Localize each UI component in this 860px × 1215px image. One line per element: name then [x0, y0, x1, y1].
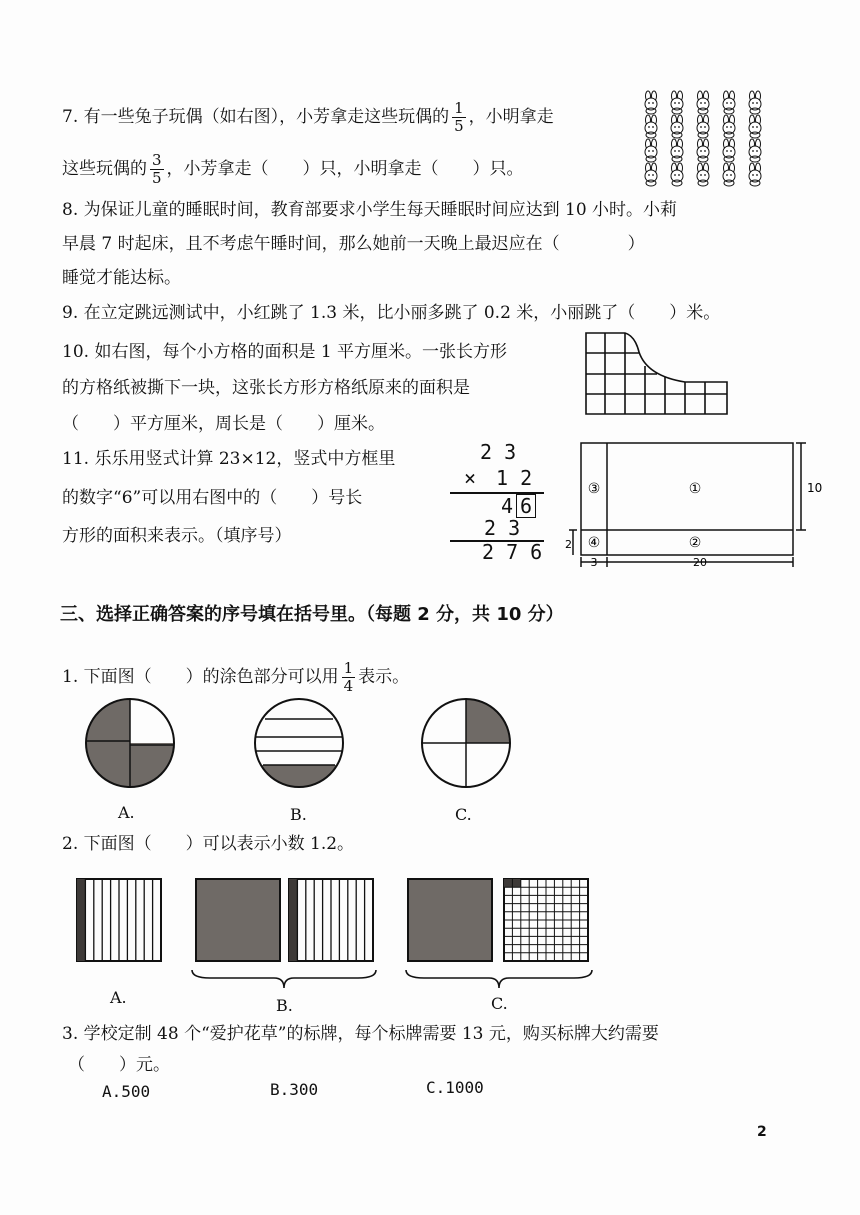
calc-row-5: 2 7 6	[482, 540, 543, 564]
option-c-brace	[404, 968, 594, 990]
c3-option-b: B.300	[270, 1080, 319, 1099]
q7-text-2b: ，小芳拿走（ ）只，小明拿走（ ）只。	[166, 159, 524, 179]
section-3-title: 三、选择正确答案的序号填在括号里。（每题 2 分，共 10 分）	[60, 604, 564, 625]
dim-width-3: 3	[590, 556, 598, 569]
rect-label-4: ④	[587, 535, 601, 551]
bunny-icon	[697, 163, 709, 186]
bunny-icon	[697, 91, 709, 114]
decimal-option-c-square	[407, 878, 493, 962]
decimal-option-b-square	[195, 878, 281, 962]
c1-text-b: 表示。	[358, 667, 410, 687]
bunny-icon	[723, 139, 735, 162]
q7-text-1a: 7. 有一些兔子玩偶（如右图），小芳拿走这些玩偶的	[62, 107, 450, 127]
bunny-icon	[645, 139, 657, 162]
c3-option-a: A.500	[102, 1082, 151, 1101]
c2-option-c-label: C.	[491, 994, 508, 1013]
q7-line2	[62, 152, 524, 187]
q11-line2: 的数字“6”可以用右图中的（ ）号长	[62, 488, 363, 508]
bunny-icon	[645, 115, 657, 138]
bunny-toys-image	[636, 88, 771, 188]
calc-row-2: 1 2	[496, 466, 533, 490]
bunny-icon	[749, 163, 761, 186]
calc-row-3a: 4	[501, 494, 514, 518]
calc-boxed-digit: 6	[516, 494, 536, 518]
rect-label-2: ②	[688, 535, 702, 551]
q7-text-1b: ，小明拿走	[468, 107, 554, 127]
bunny-icon	[749, 115, 761, 138]
q8-line2: 早晨 7 时起床，且不考虑午睡时间，那么她前一天晚上最迟应在（ ）	[62, 234, 645, 254]
bunny-icon	[723, 91, 735, 114]
bunny-icon	[697, 115, 709, 138]
c1-text-a: 1. 下面图（ ）的涂色部分可以用	[62, 667, 339, 687]
q7-text-2a: 这些玩偶的	[62, 159, 147, 179]
q8-line1: 8. 为保证儿童的睡眠时间，教育部要求小学生每天睡眠时间应达到 10 小时。小莉	[62, 200, 678, 220]
bunny-icon	[645, 163, 657, 186]
bunny-icon	[749, 139, 761, 162]
bunny-icon	[749, 91, 761, 114]
c1-question	[62, 660, 409, 695]
q10-line3: （ ）平方厘米，周长是（ ）厘米。	[62, 414, 385, 434]
q7-fraction-2: $\frac{3}{5}$	[152, 151, 162, 187]
c1-fraction: $\frac{1}{4}$	[343, 659, 354, 695]
rect-label-1: ①	[688, 481, 702, 497]
c1-option-c-label: C.	[455, 805, 472, 824]
rect-label-3: ③	[587, 481, 601, 497]
q11-line3: 方形的面积来表示。（填序号）	[62, 526, 292, 546]
bunny-icon	[697, 139, 709, 162]
q7-fraction-1: $\frac{1}{5}$	[454, 99, 464, 135]
q10-line1: 10. 如右图，每个小方格的面积是 1 平方厘米。一张长方形	[62, 342, 508, 362]
dim-width-20: 20	[693, 556, 707, 569]
bunny-icon	[671, 139, 683, 162]
option-b-brace	[190, 968, 378, 990]
q7-line1	[62, 100, 554, 135]
q11-line1: 11. 乐乐用竖式计算 23×12，竖式中方框里	[62, 449, 396, 469]
bunny-icon	[671, 91, 683, 114]
bunny-icon	[723, 115, 735, 138]
c3-line2: （ ）元。	[68, 1055, 170, 1075]
bunny-icon	[671, 115, 683, 138]
decimal-option-b-strips	[288, 878, 374, 962]
c2-option-a-label: A.	[110, 988, 127, 1007]
q8-line3: 睡觉才能达标。	[62, 268, 181, 288]
decimal-option-a	[76, 878, 162, 962]
torn-grid-paper	[585, 332, 730, 416]
rectangle-area-diagram	[565, 438, 823, 569]
circle-option-a	[84, 697, 176, 789]
calc-row-4: 2 3	[484, 516, 521, 540]
c2-question: 2. 下面图（ ）可以表示小数 1.2。	[62, 834, 355, 854]
q9-line1: 9. 在立定跳远测试中，小红跳了 1.3 米，比小丽多跳了 0.2 米，小丽跳了（ ）米。	[62, 303, 721, 323]
c3-option-c: C.1000	[426, 1078, 484, 1097]
c1-option-a-label: A.	[118, 803, 135, 822]
calc-operator: ×	[464, 466, 477, 490]
bunny-icon	[723, 163, 735, 186]
decimal-option-c-grid	[503, 878, 589, 962]
c1-option-b-label: B.	[290, 805, 307, 824]
circle-option-b	[253, 697, 345, 789]
dim-height-10: 10	[807, 481, 823, 495]
dim-height-2: 2	[565, 538, 572, 551]
page-number: 2	[757, 1124, 767, 1140]
c2-option-b-label: B.	[276, 996, 293, 1015]
circle-option-c	[420, 697, 512, 789]
bunny-icon	[671, 163, 683, 186]
bunny-icon	[645, 91, 657, 114]
q10-line2: 的方格纸被撕下一块，这张长方形方格纸原来的面积是	[62, 378, 470, 398]
calc-row-1: 2 3	[480, 440, 517, 464]
c3-line1: 3. 学校定制 48 个“爱护花草”的标牌，每个标牌需要 13 元，购买标牌大约需要	[62, 1024, 659, 1044]
